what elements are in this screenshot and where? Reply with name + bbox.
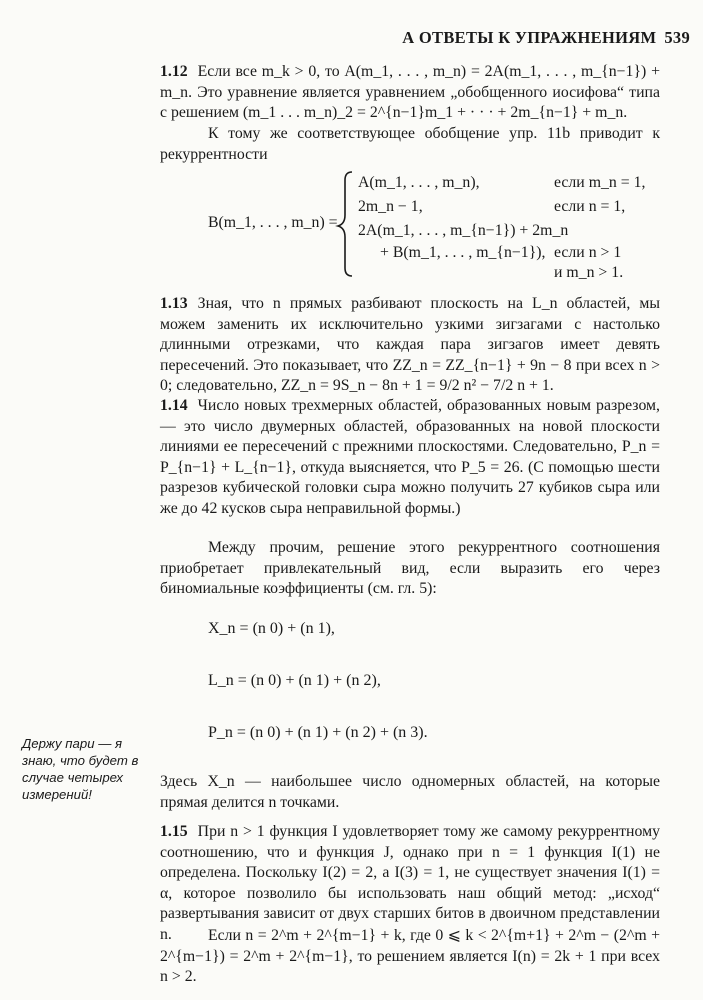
exercise-text: Если все m_k > 0, то A(m_1, . . . , m_n) = 2A(m_1, . . . , m_{n−1}) + m_n. Это уравнение является уравнением „обобщенного иосифова“ типа с решением (m_1 . . . m_n)_2 = 2^{n−1}m_1 + · · · + 2m_{n−1} + m_n. — [160, 63, 660, 121]
header-title: А ОТВЕТЫ К УПРАЖНЕНИЯМ — [402, 28, 657, 47]
page-number: 539 — [664, 28, 690, 47]
cond-3a: если n > 1 — [554, 244, 622, 261]
case-2: 2m_n − 1, — [358, 198, 423, 215]
margin-note: Держу пари — я знаю, что будет в случае четырех измерений! — [22, 736, 139, 802]
exercise-text: При n > 1 функция I удовлетворяет тому же самому рекуррентному соотношению, что и функция J, однако при n = 1 функция I(1) не определена. Поскольку I(2) = 2, а I(3) = 1, не существует значения I(1) = α, которое позволило бы использовать наш общий метод: „исход“ развертывания зависит от двух старших битов в двоичном представлении n. — [160, 823, 660, 943]
exercise-1-14-para3: Здесь X_n — наибольшее число одномерных областей, на которые прямая делится n точками. — [160, 773, 660, 811]
exercise-number: 1.14 — [160, 397, 188, 414]
exercise-1-14-para2: Между прочим, решение этого рекуррентного соотношения приобретает привлекательный вид, если выразить его через биномиальные коэффициенты (см. гл. 5): — [160, 539, 660, 597]
exercise-text: Число новых трехмерных областей, образованных новым разрезом, — это число двумерных областей, образованных на новой плоскости линиями ее пересечений с прежними плоскостями. Следовательно, P_n = P_{n−1} + L_{n−1}, откуда выясняется, что P_5 = 26. (С помощью шести разрезов кубической головки сыра можно получить 27 кубиков сыра или же до 42 кусков сыра неправильной формы.) — [160, 397, 660, 517]
cond-1: если m_n = 1, — [554, 174, 646, 191]
cond-2: если n = 1, — [554, 198, 626, 215]
equation-xn: X_n = (n 0) + (n 1), — [208, 620, 335, 637]
exercise-1-12 — [160, 62, 660, 124]
left-brace — [338, 172, 352, 276]
exercise-number: 1.12 — [160, 63, 188, 80]
exercise-1-15-para2: Если n = 2^m + 2^{m−1} + k, где 0 ⩽ k < 2^{m+1} + 2^m − (2^m + 2^{m−1}) = 2^m + 2^{m−1}, то решением является I(n) = 2k + 1 при всех n > 2. — [160, 927, 660, 985]
exercise-text: Зная, что n прямых разбивают плоскость на L_n областей, мы можем заменить их исключительно узкими зигзагами с настолько длинными отрезками, что каждая пара зигзагов имеет девять пересечений. Это показывает, что ZZ_n = ZZ_{n−1} + 9n − 8 при всех n > 0; следовательно, ZZ_n = 9S_n − 8n + 1 = 9/2 n² − 7/2 n + 1. — [160, 295, 660, 394]
equation-pn: P_n = (n 0) + (n 1) + (n 2) + (n 3). — [208, 724, 428, 741]
exercise-1-12-para2: К тому же соответствующее обобщение упр. 11b приводит к рекуррентности — [160, 125, 660, 163]
case-1: A(m_1, . . . , m_n), — [358, 174, 480, 191]
running-header — [360, 28, 690, 48]
equation-ln: L_n = (n 0) + (n 1) + (n 2), — [208, 672, 381, 689]
cases-lhs: B(m_1, . . . , m_n) = — [208, 214, 338, 231]
case-3b: + B(m_1, . . . , m_{n−1}), — [380, 244, 546, 261]
cond-3b: и m_n > 1. — [554, 264, 624, 281]
exercise-number: 1.15 — [160, 823, 188, 840]
case-3a: 2A(m_1, . . . , m_{n−1}) + 2m_n — [358, 222, 569, 239]
exercise-number: 1.13 — [160, 295, 188, 312]
exercise-1-13 — [160, 294, 660, 397]
exercise-1-14 — [160, 396, 660, 519]
